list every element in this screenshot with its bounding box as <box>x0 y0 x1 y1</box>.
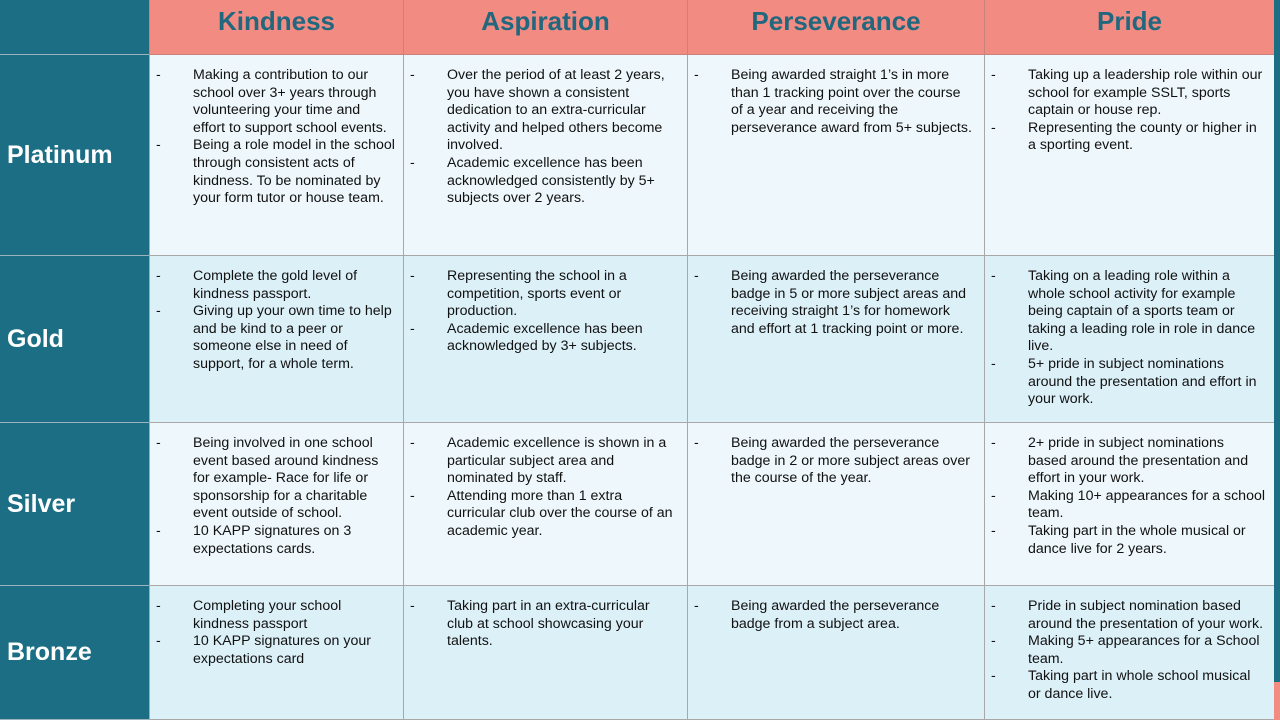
criteria-item <box>991 488 1266 523</box>
criteria-text: Being awarded the perseverance badge in 2 or more subject areas over the course of the year. <box>731 435 970 487</box>
bullet-dash: - <box>156 137 161 154</box>
criteria-text: Academic excellence has been acknowledged by 3+ subjects. <box>447 320 643 355</box>
column-header-perseverance: Perseverance <box>687 0 984 55</box>
criteria-cell-gold-pride <box>984 256 1274 423</box>
bullet-dash: - <box>991 598 996 614</box>
criteria-item <box>410 488 679 541</box>
bullet-dash: - <box>156 522 161 539</box>
row-header-bronze: Bronze <box>0 586 149 720</box>
criteria-text: Academic excellence has been acknowledged consistently by 5+ subjects over 2 years. <box>447 154 655 207</box>
criteria-cell-platinum-perseverance <box>687 55 984 256</box>
criteria-cell-silver-perseverance <box>687 423 984 586</box>
criteria-text: Over the period of at least 2 years, you have shown a consistent dedication to an extra-curricular activity and helped others become involved. <box>447 67 665 154</box>
criteria-cell-silver-aspiration <box>403 423 687 586</box>
bullet-dash: - <box>410 320 415 337</box>
column-header-kindness: Kindness <box>149 0 403 55</box>
bullet-dash: - <box>991 668 996 685</box>
criteria-item <box>991 268 1266 356</box>
criteria-item <box>991 633 1266 668</box>
criteria-text: Pride in subject nomination based around the presentation of your work. <box>1028 598 1264 632</box>
bullet-dash: - <box>991 633 996 650</box>
criteria-text: Taking part in whole school musical or dance live. <box>1028 668 1251 702</box>
bullet-dash: - <box>156 633 161 650</box>
criteria-cell-gold-aspiration <box>403 256 687 423</box>
criteria-text: Being awarded straight 1’s in more than 1 tracking point over the course of a year and receiving the perseverance award from 5+ subjects. <box>731 67 972 136</box>
criteria-cell-platinum-pride <box>984 55 1274 256</box>
bullet-dash: - <box>156 268 161 284</box>
criteria-text: 5+ pride in subject nominations around the presentation and effort in your work. <box>1028 355 1257 408</box>
bullet-dash: - <box>991 435 996 451</box>
slide-edge-strip <box>1274 0 1280 720</box>
bullet-dash: - <box>156 435 161 451</box>
criteria-cell-silver-pride <box>984 423 1274 586</box>
criteria-item <box>156 435 395 523</box>
bullet-dash: - <box>156 598 161 614</box>
criteria-item <box>694 598 976 633</box>
criteria-item <box>694 435 976 488</box>
criteria-text: Taking on a leading role within a whole school activity for example being captain of a sports team or taking a leading role in role in dance live. <box>1028 268 1256 355</box>
row-header-silver: Silver <box>0 423 149 586</box>
bullet-dash: - <box>156 303 161 320</box>
criteria-item <box>991 668 1266 703</box>
criteria-item <box>694 67 976 137</box>
column-header-aspiration: Aspiration <box>403 0 687 55</box>
criteria-cell-bronze-kindness <box>149 586 403 720</box>
bullet-dash: - <box>410 487 415 504</box>
criteria-text: Being awarded the perseverance badge from a subject area. <box>731 598 940 632</box>
criteria-item <box>156 633 395 668</box>
criteria-text: Making 10+ appearances for a school team. <box>1028 487 1266 522</box>
criteria-item <box>694 268 976 338</box>
bullet-dash: - <box>991 119 996 136</box>
criteria-text: Representing the school in a competition, sports event or production. <box>447 268 627 320</box>
criteria-item <box>410 598 679 651</box>
bullet-dash: - <box>694 268 699 284</box>
criteria-cell-platinum-kindness <box>149 55 403 256</box>
criteria-item <box>156 67 395 137</box>
bullet-dash: - <box>410 67 415 83</box>
column-header-pride: Pride <box>984 0 1274 55</box>
criteria-text: Academic excellence is shown in a particular subject area and nominated by staff. <box>447 435 667 487</box>
criteria-text: Making 5+ appearances for a School team. <box>1028 633 1260 667</box>
row-header-platinum: Platinum <box>0 55 149 256</box>
bullet-dash: - <box>694 435 699 451</box>
criteria-item <box>991 523 1266 558</box>
criteria-cell-bronze-pride <box>984 586 1274 720</box>
criteria-item <box>156 137 395 207</box>
bullet-dash: - <box>694 67 699 83</box>
criteria-item <box>991 356 1266 409</box>
criteria-item <box>156 303 395 373</box>
criteria-text: Being involved in one school event based around kindness for example- Race for life or sponsorship for a charitable event outside of school. <box>193 435 379 522</box>
criteria-item <box>991 598 1266 633</box>
criteria-item <box>410 321 679 356</box>
bullet-dash: - <box>156 67 161 83</box>
criteria-item <box>991 120 1266 155</box>
criteria-text: Making a contribution to our school over 3+ years through volunteering your time and effort to support school events. <box>193 67 387 136</box>
criteria-text: Being awarded the perseverance badge in 5 or more subject areas and receiving straight 1’s for homework and effort at 1 tracking point or more. <box>731 268 967 337</box>
bullet-dash: - <box>410 268 415 284</box>
table-corner <box>0 0 149 55</box>
bullet-dash: - <box>991 268 996 284</box>
criteria-text: Completing your school kindness passport <box>193 598 342 632</box>
criteria-cell-bronze-aspiration <box>403 586 687 720</box>
bullet-dash: - <box>694 598 699 614</box>
criteria-text: 2+ pride in subject nominations based around the presentation and effort in your work. <box>1028 435 1249 487</box>
criteria-cell-bronze-perseverance <box>687 586 984 720</box>
row-header-gold: Gold <box>0 256 149 423</box>
criteria-text: Taking up a leadership role within our school for example SSLT, sports captain or house rep. <box>1028 67 1263 119</box>
criteria-text: Taking part in the whole musical or dance live for 2 years. <box>1028 522 1246 557</box>
criteria-text: Representing the county or higher in a sporting event. <box>1028 119 1257 154</box>
criteria-item <box>156 598 395 633</box>
criteria-cell-silver-kindness <box>149 423 403 586</box>
criteria-text: Complete the gold level of kindness passport. <box>193 268 358 302</box>
criteria-cell-platinum-aspiration <box>403 55 687 256</box>
criteria-text: Attending more than 1 extra curricular club over the course of an academic year. <box>447 487 673 539</box>
bullet-dash: - <box>991 487 996 504</box>
bullet-dash: - <box>991 522 996 539</box>
criteria-cell-gold-perseverance <box>687 256 984 423</box>
slide-edge-accent <box>1274 682 1280 720</box>
criteria-text: Being a role model in the school through consistent acts of kindness. To be nominated by your form tutor or house team. <box>193 137 395 207</box>
criteria-cell-gold-kindness <box>149 256 403 423</box>
bullet-dash: - <box>991 355 996 372</box>
bullet-dash: - <box>410 435 415 451</box>
criteria-item <box>991 67 1266 120</box>
criteria-item <box>156 523 395 558</box>
criteria-item <box>410 435 679 488</box>
bullet-dash: - <box>991 67 996 83</box>
criteria-text: 10 KAPP signatures on your expectations card <box>193 633 371 667</box>
bullet-dash: - <box>410 154 415 171</box>
bullet-dash: - <box>410 598 415 614</box>
criteria-text: Taking part in an extra-curricular club at school showcasing your talents. <box>447 598 650 650</box>
criteria-item <box>991 435 1266 488</box>
criteria-text: 10 KAPP signatures on 3 expectations cards. <box>193 522 352 557</box>
criteria-item <box>410 155 679 208</box>
criteria-item <box>410 67 679 155</box>
criteria-item <box>410 268 679 321</box>
criteria-text: Giving up your own time to help and be kind to a peer or someone else in need of support, for a whole term. <box>193 303 392 372</box>
criteria-item <box>156 268 395 303</box>
